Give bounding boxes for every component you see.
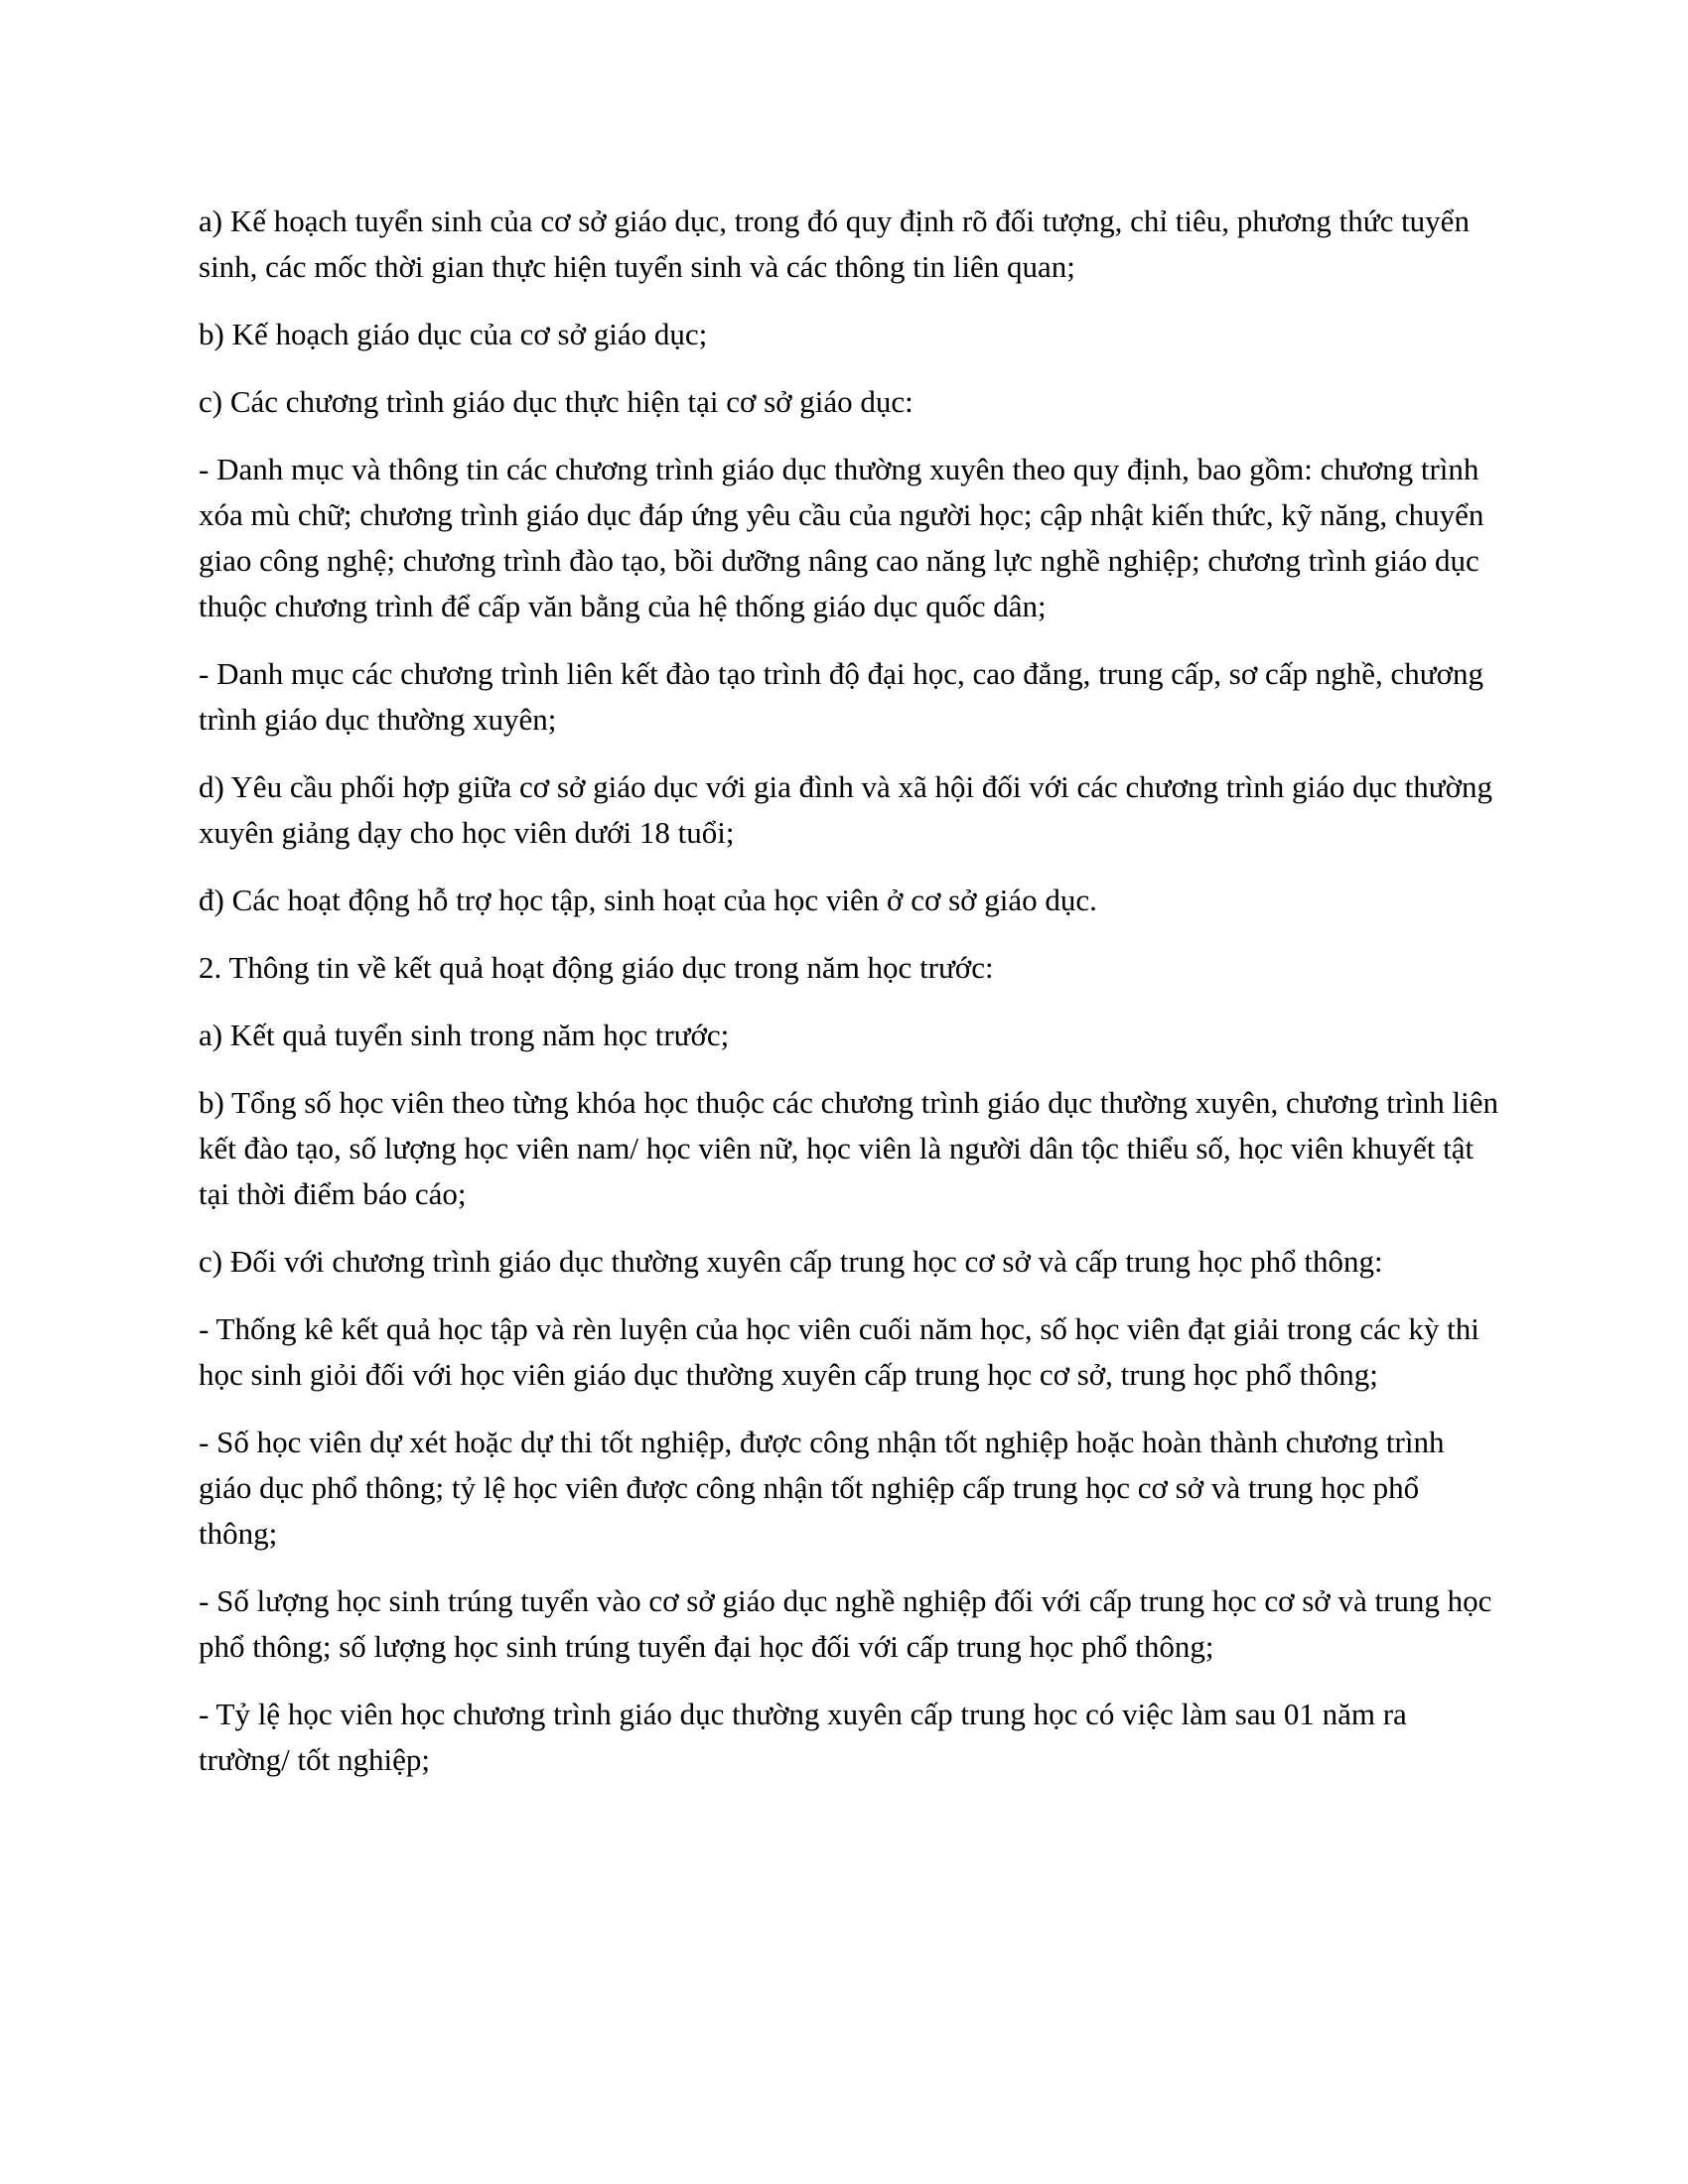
paragraph: b) Kế hoạch giáo dục của cơ sở giáo dục;	[199, 317, 708, 351]
paragraph: a) Kết quả tuyển sinh trong năm học trước;	[199, 1018, 730, 1052]
paragraph: c) Đối với chương trình giáo dục thường xuyên cấp trung học cơ sở và cấp trung học phổ thông:	[199, 1244, 1383, 1279]
paragraph: c) Các chương trình giáo dục thực hiện tại cơ sở giáo dục:	[199, 384, 914, 419]
paragraph: đ) Các hoạt động hỗ trợ học tập, sinh hoạt của học viên ở cơ sở giáo dục.	[199, 883, 1097, 917]
paragraph: 2. Thông tin về kết quả hoạt động giáo dục trong năm học trước:	[199, 950, 994, 985]
paragraph: - Danh mục các chương trình liên kết đào tạo trình độ đại học, cao đẳng, trung cấp, sơ cấp nghề, chương trình giáo dục thường xuyên;	[199, 656, 1483, 737]
paragraph: - Danh mục và thông tin các chương trình giáo dục thường xuyên theo quy định, bao gồm: chương trình xóa mù chữ; chương trình giáo dục đáp ứng yêu cầu của người học; cập nhật kiến thức, kỹ năng, chuyển giao công nghệ; chương trình đào tạo, bồi dưỡng nâng cao năng lực nghề nghiệp; chương trình giáo dục thuộc chương trình để cấp văn bằng của hệ thống giáo dục quốc dân;	[199, 452, 1484, 623]
paragraph: a) Kế hoạch tuyển sinh của cơ sở giáo dục, trong đó quy định rõ đối tượng, chỉ tiêu, phương thức tuyển sinh, các mốc thời gian thực hiện tuyển sinh và các thông tin liên quan;	[199, 204, 1470, 284]
paragraph: - Số học viên dự xét hoặc dự thi tốt nghiệp, được công nhận tốt nghiệp hoặc hoàn thành chương trình giáo dục phổ thông; tỷ lệ học viên được công nhận tốt nghiệp cấp trung học cơ sở và trung học phổ thông;	[199, 1425, 1445, 1551]
paragraph: - Số lượng học sinh trúng tuyển vào cơ sở giáo dục nghề nghiệp đối với cấp trung học cơ sở và trung học phổ thông; số lượng học sinh trúng tuyển đại học đối với cấp trung học phổ thông;	[199, 1583, 1492, 1664]
paragraph: d) Yêu cầu phối hợp giữa cơ sở giáo dục với gia đình và xã hội đối với các chương trình giáo dục thường xuyên giảng dạy cho học viên dưới 18 tuổi;	[199, 769, 1492, 850]
paragraph: b) Tổng số học viên theo từng khóa học thuộc các chương trình giáo dục thường xuyên, chương trình liên kết đào tạo, số lượng học viên nam/ học viên nữ, học viên là người dân tộc thiểu số, học viên khuyết tật tại thời điểm báo cáo;	[199, 1085, 1499, 1211]
paragraph: - Thống kê kết quả học tập và rèn luyện của học viên cuối năm học, số học viên đạt giải trong các kỳ thi học sinh giỏi đối với học viên giáo dục thường xuyên cấp trung học cơ sở, trung học phổ thông;	[199, 1311, 1479, 1392]
paragraph: - Tỷ lệ học viên học chương trình giáo dục thường xuyên cấp trung học có việc làm sau 01 năm ra trường/ tốt nghiệp;	[199, 1697, 1407, 1777]
document-body	[199, 199, 1499, 1783]
